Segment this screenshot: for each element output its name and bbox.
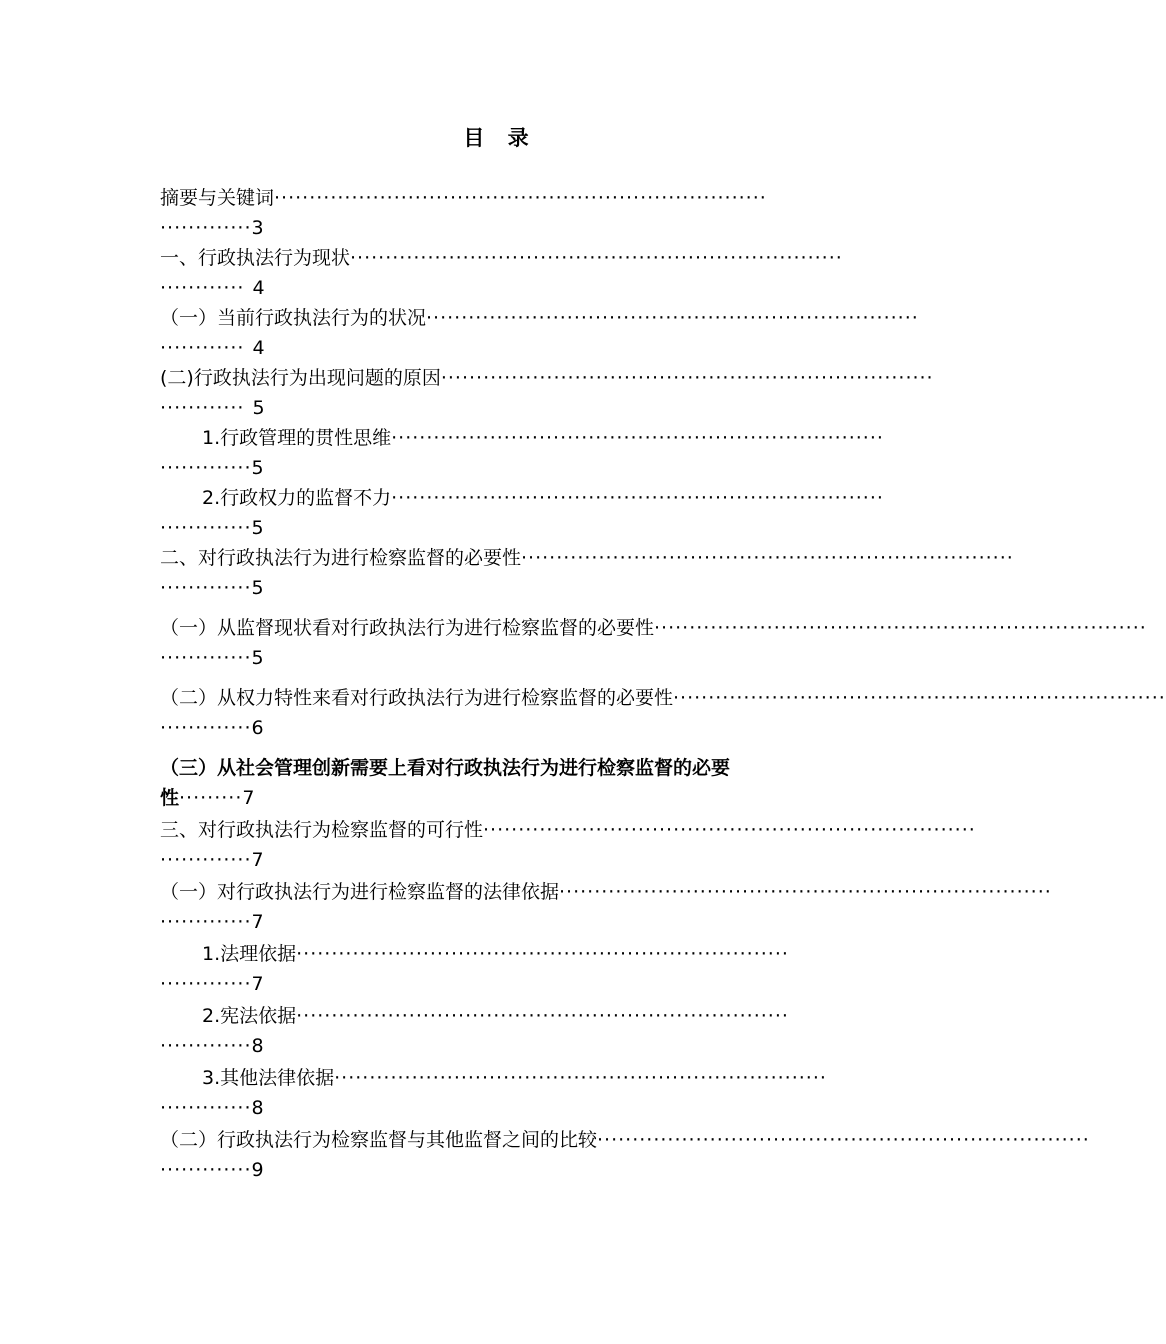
toc-page-number: 7 — [242, 787, 255, 809]
toc-entry-text: （三）从社会管理创新需要上看对行政执法行为进行检察监督的必要 — [160, 757, 731, 779]
dot-leader: ············· — [160, 717, 252, 739]
toc-entry — [160, 303, 919, 363]
dot-leader: ············· — [160, 457, 252, 479]
toc-entry — [160, 363, 934, 423]
toc-entry — [160, 483, 884, 543]
toc-page-number: 5 — [251, 647, 264, 669]
toc-page-number: 3 — [251, 217, 264, 239]
dot-leader: ······································································ — [334, 1067, 827, 1089]
dot-leader: ······································································ — [391, 487, 884, 509]
toc-entry-text: （一）当前行政执法行为的状况 — [160, 307, 427, 329]
dot-leader: ············· — [160, 973, 252, 995]
dot-leader: ······································································ — [274, 187, 767, 209]
toc-entry-text: 摘要与关键词 — [160, 187, 275, 209]
dot-leader: ············ — [160, 277, 245, 299]
toc-entry-text: 3.其他法律依据 — [202, 1067, 335, 1089]
toc-entry-text: 三、对行政执法行为检察监督的可行性 — [160, 819, 484, 841]
toc-page-number: 7 — [251, 911, 264, 933]
toc-entry-text: （一）对行政执法行为进行检察监督的法律依据 — [160, 881, 560, 903]
toc-entry-text-continued: 性 — [160, 787, 180, 809]
dot-leader: ············· — [160, 849, 252, 871]
toc-page-number: 7 — [251, 973, 264, 995]
table-of-contents — [160, 183, 1166, 1185]
dot-leader: ······································································ — [350, 247, 843, 269]
dot-leader: ········· — [179, 787, 243, 809]
dot-leader: ············· — [160, 1035, 252, 1057]
dot-leader: ············ — [160, 397, 245, 419]
toc-entry — [160, 683, 1166, 743]
dot-leader: ············· — [160, 647, 252, 669]
toc-page-number: 7 — [251, 849, 264, 871]
dot-leader: ······································································ — [296, 1005, 789, 1027]
dot-leader: ······································································ — [426, 307, 919, 329]
toc-entry-text: 2.行政权力的监督不力 — [202, 487, 392, 509]
dot-leader: ············· — [160, 517, 252, 539]
toc-entry-text: 1.法理依据 — [202, 943, 297, 965]
toc-page-number: 4 — [252, 277, 265, 299]
dot-leader: ············· — [160, 911, 252, 933]
dot-leader: ······································································ — [597, 1129, 1090, 1151]
toc-entry-text: （一）从监督现状看对行政执法行为进行检察监督的必要性 — [160, 617, 655, 639]
toc-entry — [160, 243, 843, 303]
toc-page-number: 5 — [251, 457, 264, 479]
toc-entry — [160, 753, 836, 813]
toc-entry-text: 二、对行政执法行为进行检察监督的必要性 — [160, 547, 522, 569]
toc-entry-text: 1.行政管理的贯性思维 — [202, 427, 392, 449]
toc-page-number: 8 — [251, 1097, 264, 1119]
toc-page-number: 9 — [251, 1159, 264, 1181]
dot-leader: ······································································ — [559, 881, 1052, 903]
toc-page-number: 5 — [251, 517, 264, 539]
toc-entry — [160, 939, 836, 999]
dot-leader: ············ — [160, 337, 245, 359]
dot-leader: ············· — [160, 1159, 252, 1181]
toc-entry — [160, 1125, 1090, 1185]
toc-entry-text: (二)行政执法行为出现问题的原因 — [160, 367, 441, 389]
toc-entry-text: 2.宪法依据 — [202, 1005, 297, 1027]
toc-title: 目 录 — [463, 126, 537, 150]
toc-page-number: 6 — [251, 717, 264, 739]
dot-leader: ············· — [160, 217, 252, 239]
toc-entry — [160, 815, 976, 875]
dot-leader: ······································································ — [483, 819, 976, 841]
dot-leader: ············· — [160, 577, 252, 599]
toc-page-number: 4 — [252, 337, 265, 359]
toc-entry — [160, 183, 836, 243]
toc-entry — [160, 613, 1147, 673]
dot-leader: ············· — [160, 1097, 252, 1119]
toc-entry — [160, 1001, 836, 1061]
toc-page-number: 5 — [251, 577, 264, 599]
toc-page-number: 5 — [252, 397, 265, 419]
toc-entry — [160, 423, 884, 483]
dot-leader: ······································································ — [521, 547, 1014, 569]
dot-leader: ······································································ — [440, 367, 934, 389]
toc-entry — [160, 877, 1052, 937]
toc-entry — [160, 543, 1014, 603]
toc-entry-text: （二）从权力特性来看对行政执法行为进行检察监督的必要性 — [160, 687, 674, 709]
toc-entry-text: （二）行政执法行为检察监督与其他监督之间的比较 — [160, 1129, 598, 1151]
dot-leader: ······································································ — [391, 427, 884, 449]
toc-entry — [160, 1063, 836, 1123]
dot-leader: ······································································ — [673, 687, 1166, 709]
toc-page-number: 8 — [251, 1035, 264, 1057]
dot-leader: ······································································ — [296, 943, 789, 965]
dot-leader: ······································································ — [654, 617, 1147, 639]
toc-entry-text: 一、行政执法行为现状 — [160, 247, 351, 269]
